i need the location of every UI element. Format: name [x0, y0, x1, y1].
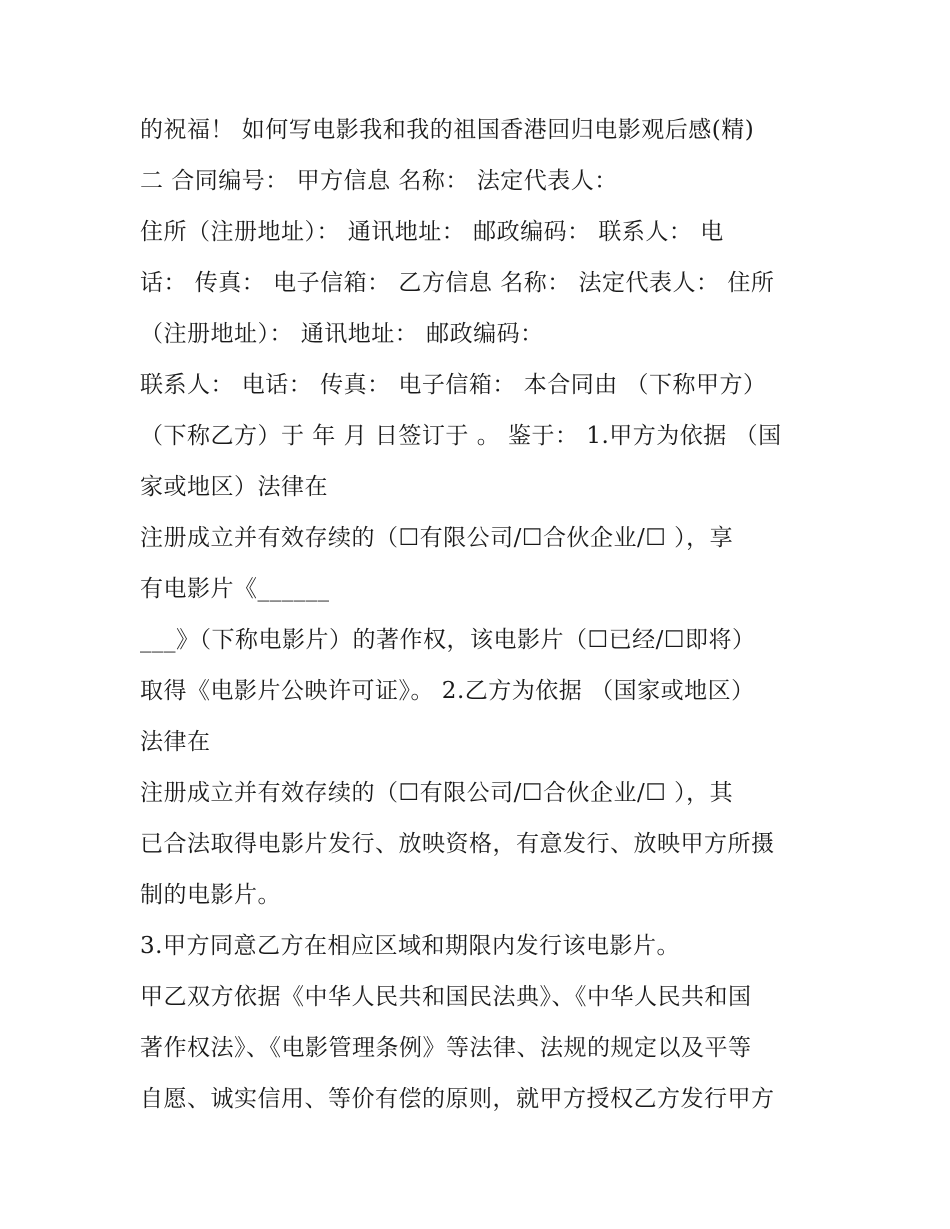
text-line: 的祝福！ 如何写电影我和我的祖国香港回归电影观后感(精): [140, 117, 755, 143]
text-line: 著作权法》、《电影管理条例》等法律、法规的规定以及平等: [140, 1035, 752, 1061]
text-line: 甲乙双方依据《中华人民共和国民法典》、《中华人民共和国: [140, 984, 752, 1010]
text-line: 已合法取得电影片发行、放映资格，有意发行、放映甲方所摄: [140, 831, 775, 857]
text-line: 3.甲方同意乙方在相应区域和期限内发行该电影片。: [140, 933, 680, 959]
text-line: ___》（下称电影片）的著作权，该电影片（☐已经/☐即将）: [140, 627, 756, 653]
text-line: 自愿、诚实信用、等价有偿的原则，就甲方授权乙方发行甲方: [140, 1086, 775, 1112]
document-body: [140, 108, 830, 1128]
text-line: （注册地址）： 通讯地址： 邮政编码：: [140, 321, 544, 347]
text-line: 注册成立并有效存续的（☐有限公司/☐合伙企业/☐ ），享: [140, 525, 734, 551]
text-line: 住所（注册地址）： 通讯地址： 邮政编码： 联系人： 电: [140, 219, 724, 245]
text-line: 法律在: [140, 729, 211, 755]
text-line: 话： 传真： 电子信箱： 乙方信息 名称： 法定代表人： 住所: [140, 270, 775, 296]
text-line: 联系人： 电话： 传真： 电子信箱： 本合同由 （下称甲方）: [140, 372, 767, 398]
text-line: 注册成立并有效存续的（☐有限公司/☐合伙企业/☐ ），其: [140, 780, 734, 806]
text-line: 取得《电影片公映许可证》。 2.乙方为依据 （国家或地区）: [140, 678, 755, 704]
text-line: 有电影片《______: [140, 576, 330, 602]
text-line: 二 合同编号： 甲方信息 名称： 法定代表人：: [140, 168, 618, 194]
text-line: （下称乙方）于 年 月 日签订于 。 鉴于： 1.甲方为依据 （国: [140, 423, 782, 449]
text-line: 制的电影片。: [140, 882, 281, 908]
text-line: 家或地区）法律在: [140, 474, 328, 500]
